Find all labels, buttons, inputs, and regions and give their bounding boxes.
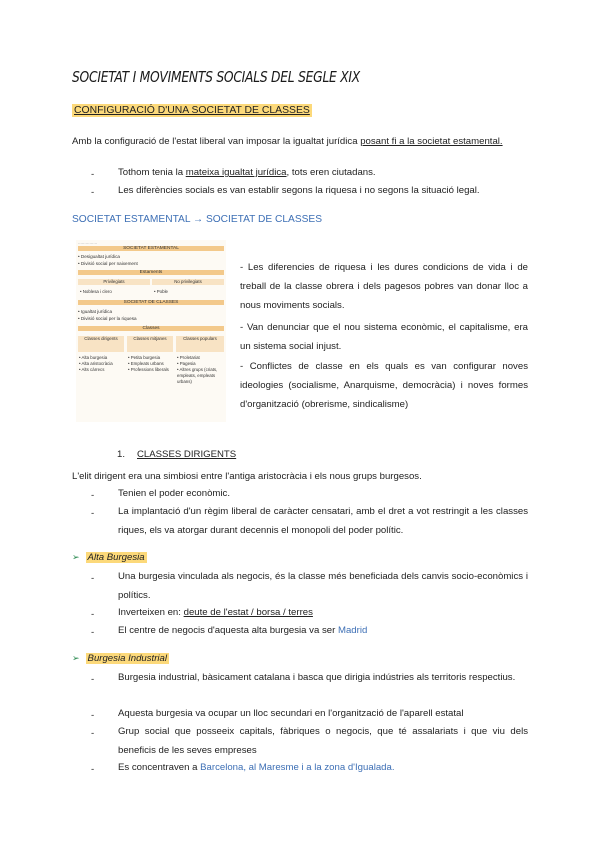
- arrow-icon: ➢: [72, 653, 80, 663]
- dirigents-bullet-1: Tenien el poder econòmic.: [118, 488, 230, 499]
- class-body: • Proletariat • Pagesia • Altres grups (criats, empleats, empleats urbans): [177, 355, 218, 384]
- subsection-title: CLASSES DIRIGENTS: [137, 449, 237, 460]
- list-number: 1.: [117, 449, 126, 460]
- industrial-bullet-4: [118, 759, 528, 778]
- bullet-dash: -: [91, 674, 95, 685]
- page-title: SOCIETAT I MOVIMENTS SOCIALS DEL SEGLE XIX: [72, 68, 360, 86]
- col-no-privilegiats: No privilegiats: [152, 279, 224, 285]
- alta-bullet-3: [118, 622, 528, 641]
- bullet-dash: -: [91, 627, 95, 638]
- class-body: • Alta burgesia • Alta aristocràcia • Alts càrrecs: [79, 355, 113, 372]
- cell: • Poble: [154, 289, 168, 294]
- band-classes-label: Classes: [78, 326, 224, 331]
- band-estaments: Estaments: [78, 270, 224, 275]
- text: El centre de negocis d'aquesta alta burgesia va ser: [118, 625, 338, 636]
- dirigents-bullet-2: La implantació d'un règim liberal de caràcter censatari, amb el dret a vot restringit a les classes riques, els va atorgar durant decennis el monopoli del poder polític.: [118, 506, 528, 536]
- industrial-bullet-3: Grup social que posseeix capitals, fàbriques o negocis, que té assalariats i que viu dels beneficis de les seves empreses: [118, 726, 528, 756]
- bullet-dash: -: [91, 710, 95, 721]
- arrow-icon: ➢: [72, 552, 80, 562]
- industrial-bullet-1: Burgesia industrial, bàsicament catalana i basca que dirigia indústries als territoris respectius.: [118, 672, 516, 683]
- bullet-dash: -: [91, 764, 95, 775]
- row: • Desigualtat jurídica: [78, 254, 120, 259]
- burgesia-industrial-heading: [72, 653, 169, 664]
- intro-text: Amb la configuració de l'estat liberal van imposar la igualtat jurídica: [72, 136, 361, 147]
- underlined-text: mateixa igualtat jurídica: [185, 167, 287, 178]
- subhead-label: Burgesia Industrial: [87, 653, 168, 664]
- side-text-2: - Van denunciar que el nou sistema econòmic, el capitalisme, era un sistema social injust.: [240, 322, 528, 352]
- alta-bullet-2: [118, 604, 528, 623]
- band-classes: SOCIETAT DE CLASSES: [78, 300, 224, 305]
- row: • Divisió social per la riquesa: [78, 316, 137, 321]
- class-body: • Petita burgesia • Empleats urbans • Professions liberals: [128, 355, 169, 372]
- underlined-text: deute de l'estat / borsa / terres: [183, 607, 313, 618]
- bullet-dash: -: [91, 508, 95, 519]
- band-estamental: SOCIETAT ESTAMENTAL: [78, 246, 224, 251]
- text: Inverteixen en:: [118, 607, 184, 618]
- bullet-dash: -: [91, 490, 95, 501]
- society-table-image: [76, 240, 226, 422]
- class-head: Classes mitjanes: [127, 336, 173, 352]
- row: • Divisió social per naixement: [78, 261, 138, 266]
- caption: ...............: [78, 240, 98, 245]
- bullet-dash: -: [91, 609, 95, 620]
- intro-bullet-1: [118, 164, 528, 183]
- class-head: Classes populars: [176, 336, 224, 352]
- text: Es concentraven a: [118, 762, 201, 773]
- highlight-text: Barcelona, al Maresme i a la zona d'Igualada.: [200, 762, 395, 773]
- side-text-3: - Conflictes de classe en els quals es van configurar noves ideologies (socialisme, Anarquisme, democràcia) i noves formes d'organització (obrerisme, sindicalisme): [240, 361, 528, 410]
- dirigents-intro: L'elit dirigent era una simbiosi entre l'antiga aristocràcia i els nous grups burgesos.: [72, 471, 422, 482]
- class-head: Classes dirigents: [78, 336, 124, 352]
- intro-underlined: posant fi a la societat estamental.: [360, 136, 503, 147]
- industrial-bullet-2: Aquesta burgesia va ocupar un lloc secundari en l'organització de l'aparell estatal: [118, 708, 464, 719]
- text: , tots eren ciutadans.: [286, 167, 376, 178]
- bullet-dash: -: [91, 573, 95, 584]
- alta-bullet-1: Una burgesia vinculada als negocis, és la classe més beneficiada dels canvis socio-econòmics i polítics.: [118, 571, 528, 601]
- side-text-1: - Les diferencies de riquesa i les dures condicions de vida i de treball de la classe obrera i dels pagesos pobres van donar lloc a nous moviments socials.: [240, 262, 528, 311]
- bullet-dash: -: [91, 728, 95, 739]
- bullet-dash: -: [91, 187, 95, 198]
- highlight-text: Madrid: [337, 625, 368, 636]
- bullet-dash: -: [91, 169, 95, 180]
- row: • Igualtat jurídica: [78, 309, 113, 314]
- intro-paragraph: [72, 132, 528, 151]
- text: Tothom tenia la: [118, 167, 186, 178]
- col-privilegiats: Privilegiats: [78, 279, 150, 285]
- section-title: SOCIETAT ESTAMENTAL → SOCIETAT DE CLASSES: [72, 214, 323, 225]
- intro-bullet-2: Les diferències socials es van establir segons la riquesa i no segons la situació legal.: [118, 185, 480, 196]
- alta-burgesia-heading: [72, 552, 147, 563]
- cell: • Noblesa i clero: [80, 289, 112, 294]
- section-heading: CONFIGURACIÓ D'UNA SOCIETAT DE CLASSES: [74, 105, 310, 116]
- subhead-label: Alta Burgesia: [87, 552, 145, 563]
